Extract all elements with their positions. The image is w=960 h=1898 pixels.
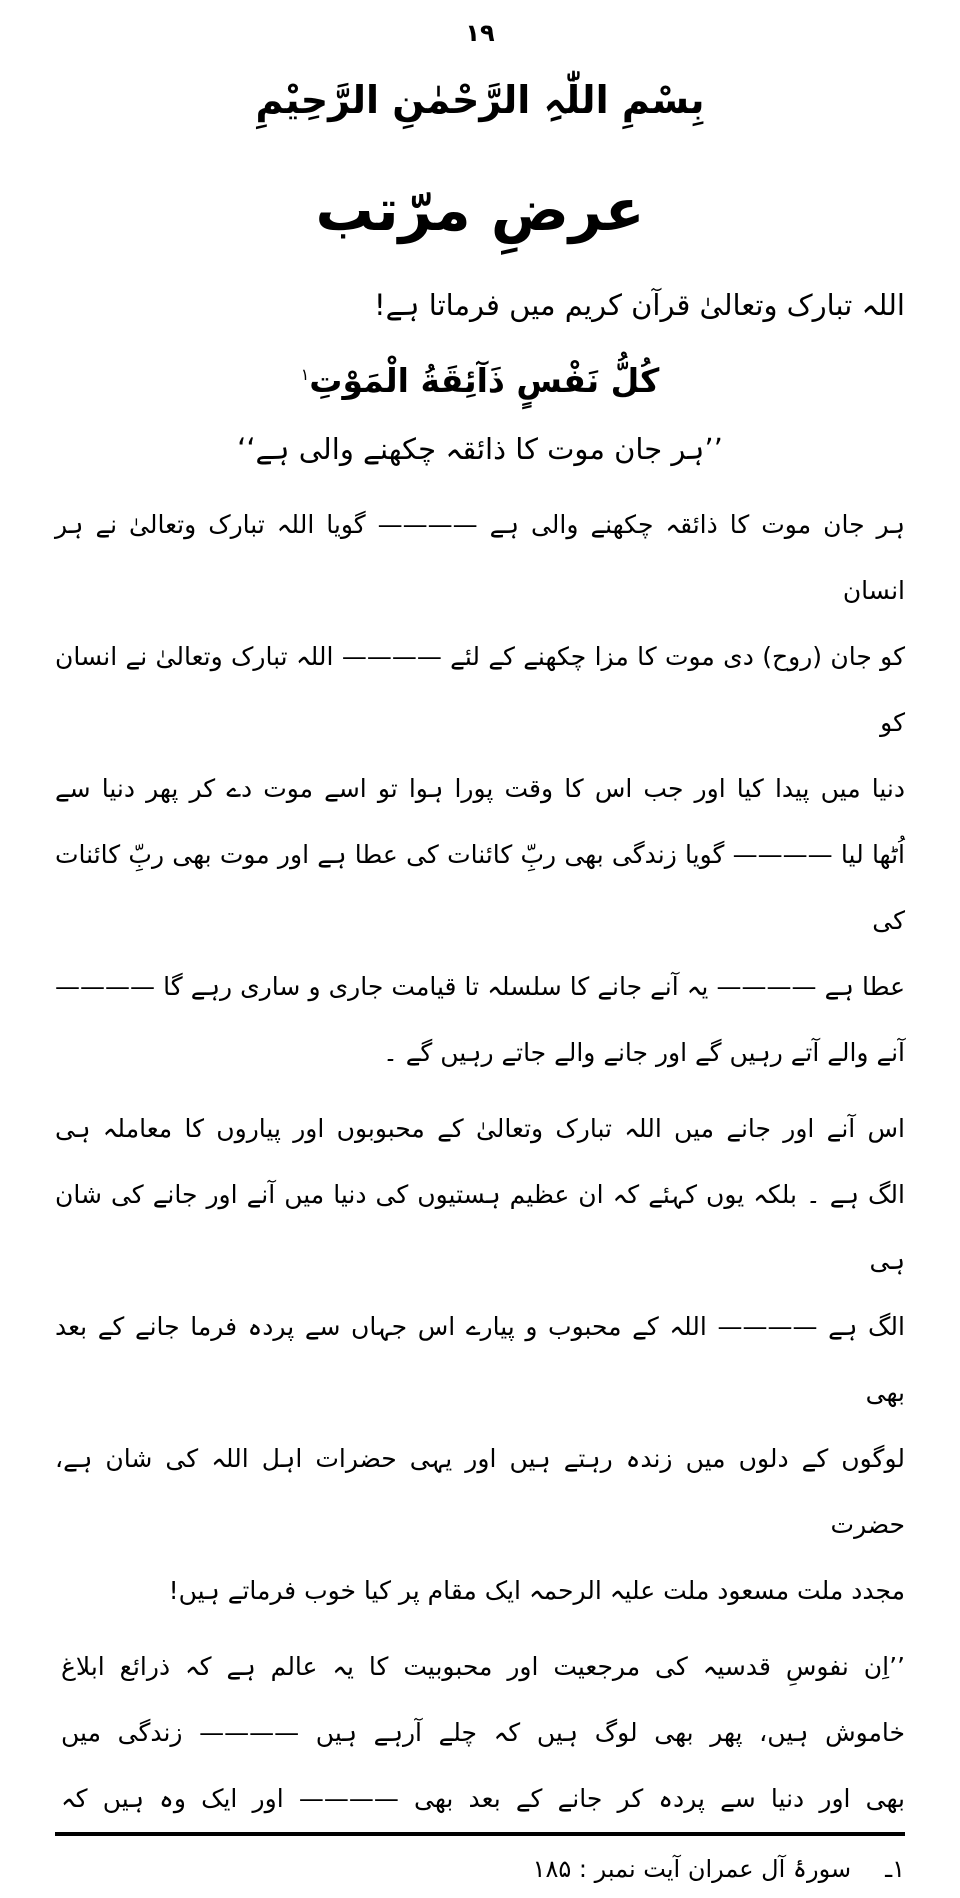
paragraph-1 (55, 492, 905, 1086)
body-line: الگ ہے ۔ بلکہ یوں کہئے کہ ان عظیم ہستیوں کی دنیا میں آنے اور جانے کی شان ہی (55, 1180, 905, 1275)
body-line: اُٹھا لیا ———— گویا زندگی بھی ربِّ کائنات کی عطا ہے اور موت بھی ربِّ کائنات کی (55, 840, 905, 935)
quran-verse (55, 344, 905, 412)
bismillah-text: بِسْمِ اللّٰہِ الرَّحْمٰنِ الرَّحِیْمِ (255, 78, 705, 122)
quran-verse-text: كُلُّ نَفْسٍ ذَآئِقَةُ الْمَوْتِ (309, 361, 660, 400)
body-line: لوگوں کے دلوں میں زندہ رہتے ہیں اور یہی حضرات اہل اللہ کی شان ہے، حضرت (55, 1444, 905, 1539)
paragraph-2 (55, 1096, 905, 1624)
body-line: عطا ہے ———— یہ آنے جانے کا سلسلہ تا قیامت جاری و ساری رہے گا ———— (55, 972, 905, 1001)
quote-line: بھی اور دنیا سے پردہ کر جانے کے بعد بھی ———— اور ایک وہ ہیں کہ (61, 1784, 905, 1813)
verse-translation: ’’ہر جان موت کا ذائقہ چکھنے والی ہے‘‘ (237, 432, 723, 466)
intro-line: اللہ تبارک وتعالیٰ قرآن کریم میں فرماتا ہے! (373, 288, 905, 322)
body-line: الگ ہے ———— اللہ کے محبوب و پیارے اس جہاں سے پردہ فرما جانے کے بعد بھی (55, 1312, 905, 1407)
body-line: اس آنے اور جانے میں اللہ تبارک وتعالیٰ کے محبوبوں اور پیاروں کا معاملہ ہی (55, 1114, 905, 1143)
footnote-section (55, 1832, 905, 1898)
quote-line: ’’اِن نفوسِ قدسیہ کی مرجعیت اور محبوبیت کا یہ عالم ہے کہ ذرائع ابلاغ (61, 1652, 905, 1681)
footnote-text: سورۂ آل عمران آیت نمبر : ۱۸۵ (532, 1855, 852, 1883)
quote-line: خاموش ہیں، پھر بھی لوگ ہیں کہ چلے آرہے ہیں ———— زندگی میں (61, 1718, 905, 1747)
page-number: ۱۹ (465, 19, 495, 47)
footnote (55, 1836, 905, 1898)
quotation-paragraph (55, 1634, 905, 1832)
body-line: ہر جان موت کا ذائقہ چکھنے والی ہے ———— گویا اللہ تبارک وتعالیٰ نے ہر انسان (55, 510, 905, 605)
body-line: دنیا میں پیدا کیا اور جب اس کا وقت پورا ہوا تو اسے موت دے کر پھر دنیا سے (55, 774, 905, 803)
body-line: کو جان (روح) دی موت کا مزا چکھنے کے لئے ———— اللہ تبارک وتعالیٰ نے انسان کو (55, 642, 905, 737)
body-line: مجدد ملت مسعود ملت علیہ الرحمہ ایک مقام پر کیا خوب فرماتے ہیں! (168, 1576, 905, 1605)
section-title: عرضِ مرّتب (315, 176, 645, 244)
verse-footnote-ref: ۱ (300, 365, 310, 384)
footnote-marker: ۱ـ (885, 1855, 905, 1883)
body-line: آنے والے آتے رہیں گے اور جانے والے جاتے رہیں گے ۔ (383, 1038, 905, 1067)
